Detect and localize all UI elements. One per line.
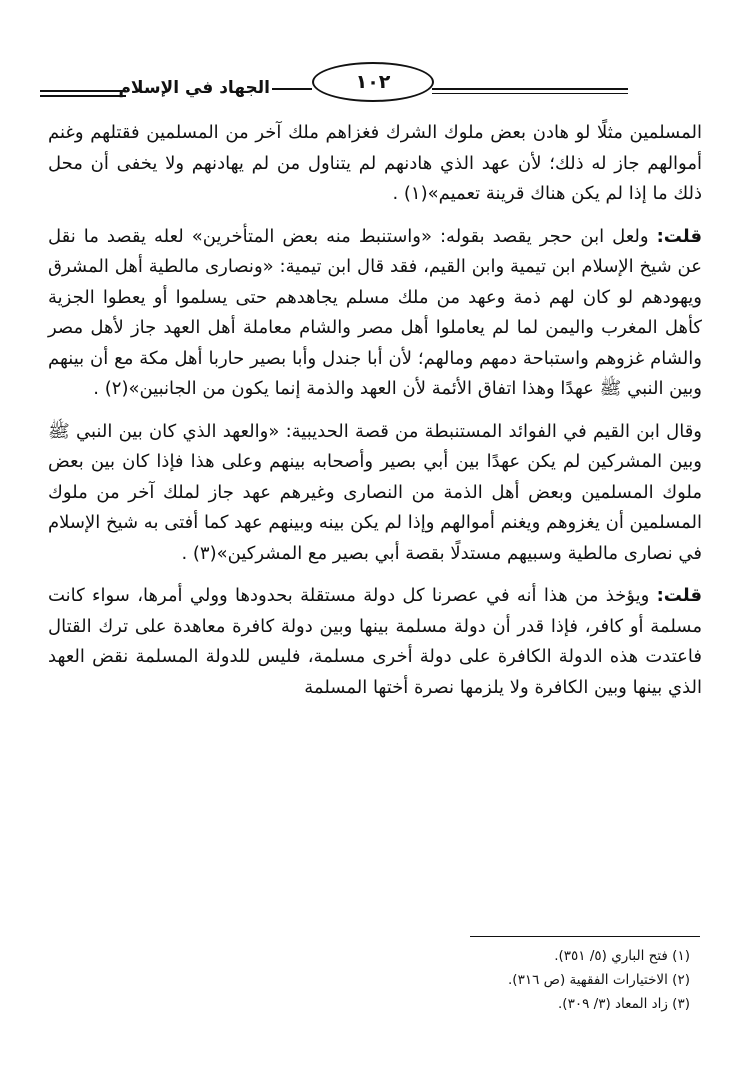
- paragraph-text: ولعل ابن حجر يقصد بقوله: «واستنبط منه بعض المتأخرين» لعله يقصد ما نقل عن شيخ الإسلام ابن تيمية وابن القيم، فقد قال ابن تيمية: «ونصارى مالطية أهل المشرق ويهودهم لو كان لهم ذمة وعهد من ملك مسلم يجاهدهم حتى يسلموا أو يعطوا الجزية كأهل المغرب واليمن لما لم يعاملوا أهل مصر والشام معاملة أهل العهد جاز لأهل مصر والشام غزوهم واستباحة دمهم ومالهم؛ لأن أبا جندل وأبا بصير حاربا أهل مكة مع أن بينهم وبين النبي ﷺ عهدًا وهذا اتفاق الأئمة لأن العهد والذمة إنما يكون من الجانبين»(٢) .: [48, 225, 702, 399]
- paragraph: [48, 222, 702, 405]
- paragraph: [48, 417, 702, 570]
- footnote: (٣) زاد المعاد (٣/ ٣٠٩).: [558, 996, 690, 1012]
- footnote: (٢) الاختيارات الفقهية (ص ٣١٦).: [508, 972, 690, 988]
- paragraph-text: ويؤخذ من هذا أنه في عصرنا كل دولة مستقلة بحدودها وولي أمرها، سواء كانت مسلمة أو كافر، فإذا قدر أن دولة مسلمة بينها وبين دولة كافرة معاهدة على ترك القتال فاعتدت هذه الدولة الكافرة على دولة أخرى مسلمة، فليس للدولة المسلمة نقض العهد الذي بينها وبين الكافرة ولا يلزمها نصرة أختها المسلمة: [48, 585, 702, 698]
- running-title: الجهاد في الإسلام: [118, 78, 270, 98]
- footnotes: [90, 944, 690, 1016]
- paragraph: [48, 581, 702, 703]
- running-header: [36, 58, 714, 102]
- paragraph-text: المسلمين مثلًا لو هادن بعض ملوك الشرك فغزاهم ملك آخر من المسلمين فقتلهم وغنم أموالهم جاز له ذلك؛ لأن عهد الذي هادنهم لم يتناول من لم يهادنهم ولا يخفى أن محل ذلك ما إذا لم يكن هناك قرينة تعميم»(١) .: [48, 122, 702, 204]
- paragraph-lead: قلت:: [656, 585, 702, 606]
- header-rule: [432, 88, 628, 90]
- header-rule: [272, 88, 312, 90]
- paragraph-lead: قلت:: [656, 225, 702, 247]
- paragraph-text: وقال ابن القيم في الفوائد المستنبطة من قصة الحديبية: «والعهد الذي كان بين النبي ﷺ وبين المشركين لم يكن عهدًا بين أبي بصير وأصحابه بينهم وعلى هذا فإذا كان بين بعض ملوك المسلمين وبعض أهل الذمة من النصارى وغيرهم عهد جاز لملك آخر من ملوك المسلمين أن يغزوهم ويغنم أموالهم وإذا لم يكن بينه وبينهم عهد كما أفتى به شيخ الإسلام في نصارى مالطية وسبيهم مستدلًا بقصة أبي بصير مع المشركين»(٣) .: [48, 420, 702, 564]
- paragraph: [48, 118, 702, 210]
- header-ornament-left: [40, 90, 126, 100]
- footnote-separator: [470, 936, 700, 937]
- footnote: (١) فتح الباري (٥/ ٣٥١).: [554, 948, 690, 964]
- body-text: [48, 118, 702, 703]
- header-rule: [432, 93, 628, 94]
- page-number: ١٠٢: [312, 62, 434, 102]
